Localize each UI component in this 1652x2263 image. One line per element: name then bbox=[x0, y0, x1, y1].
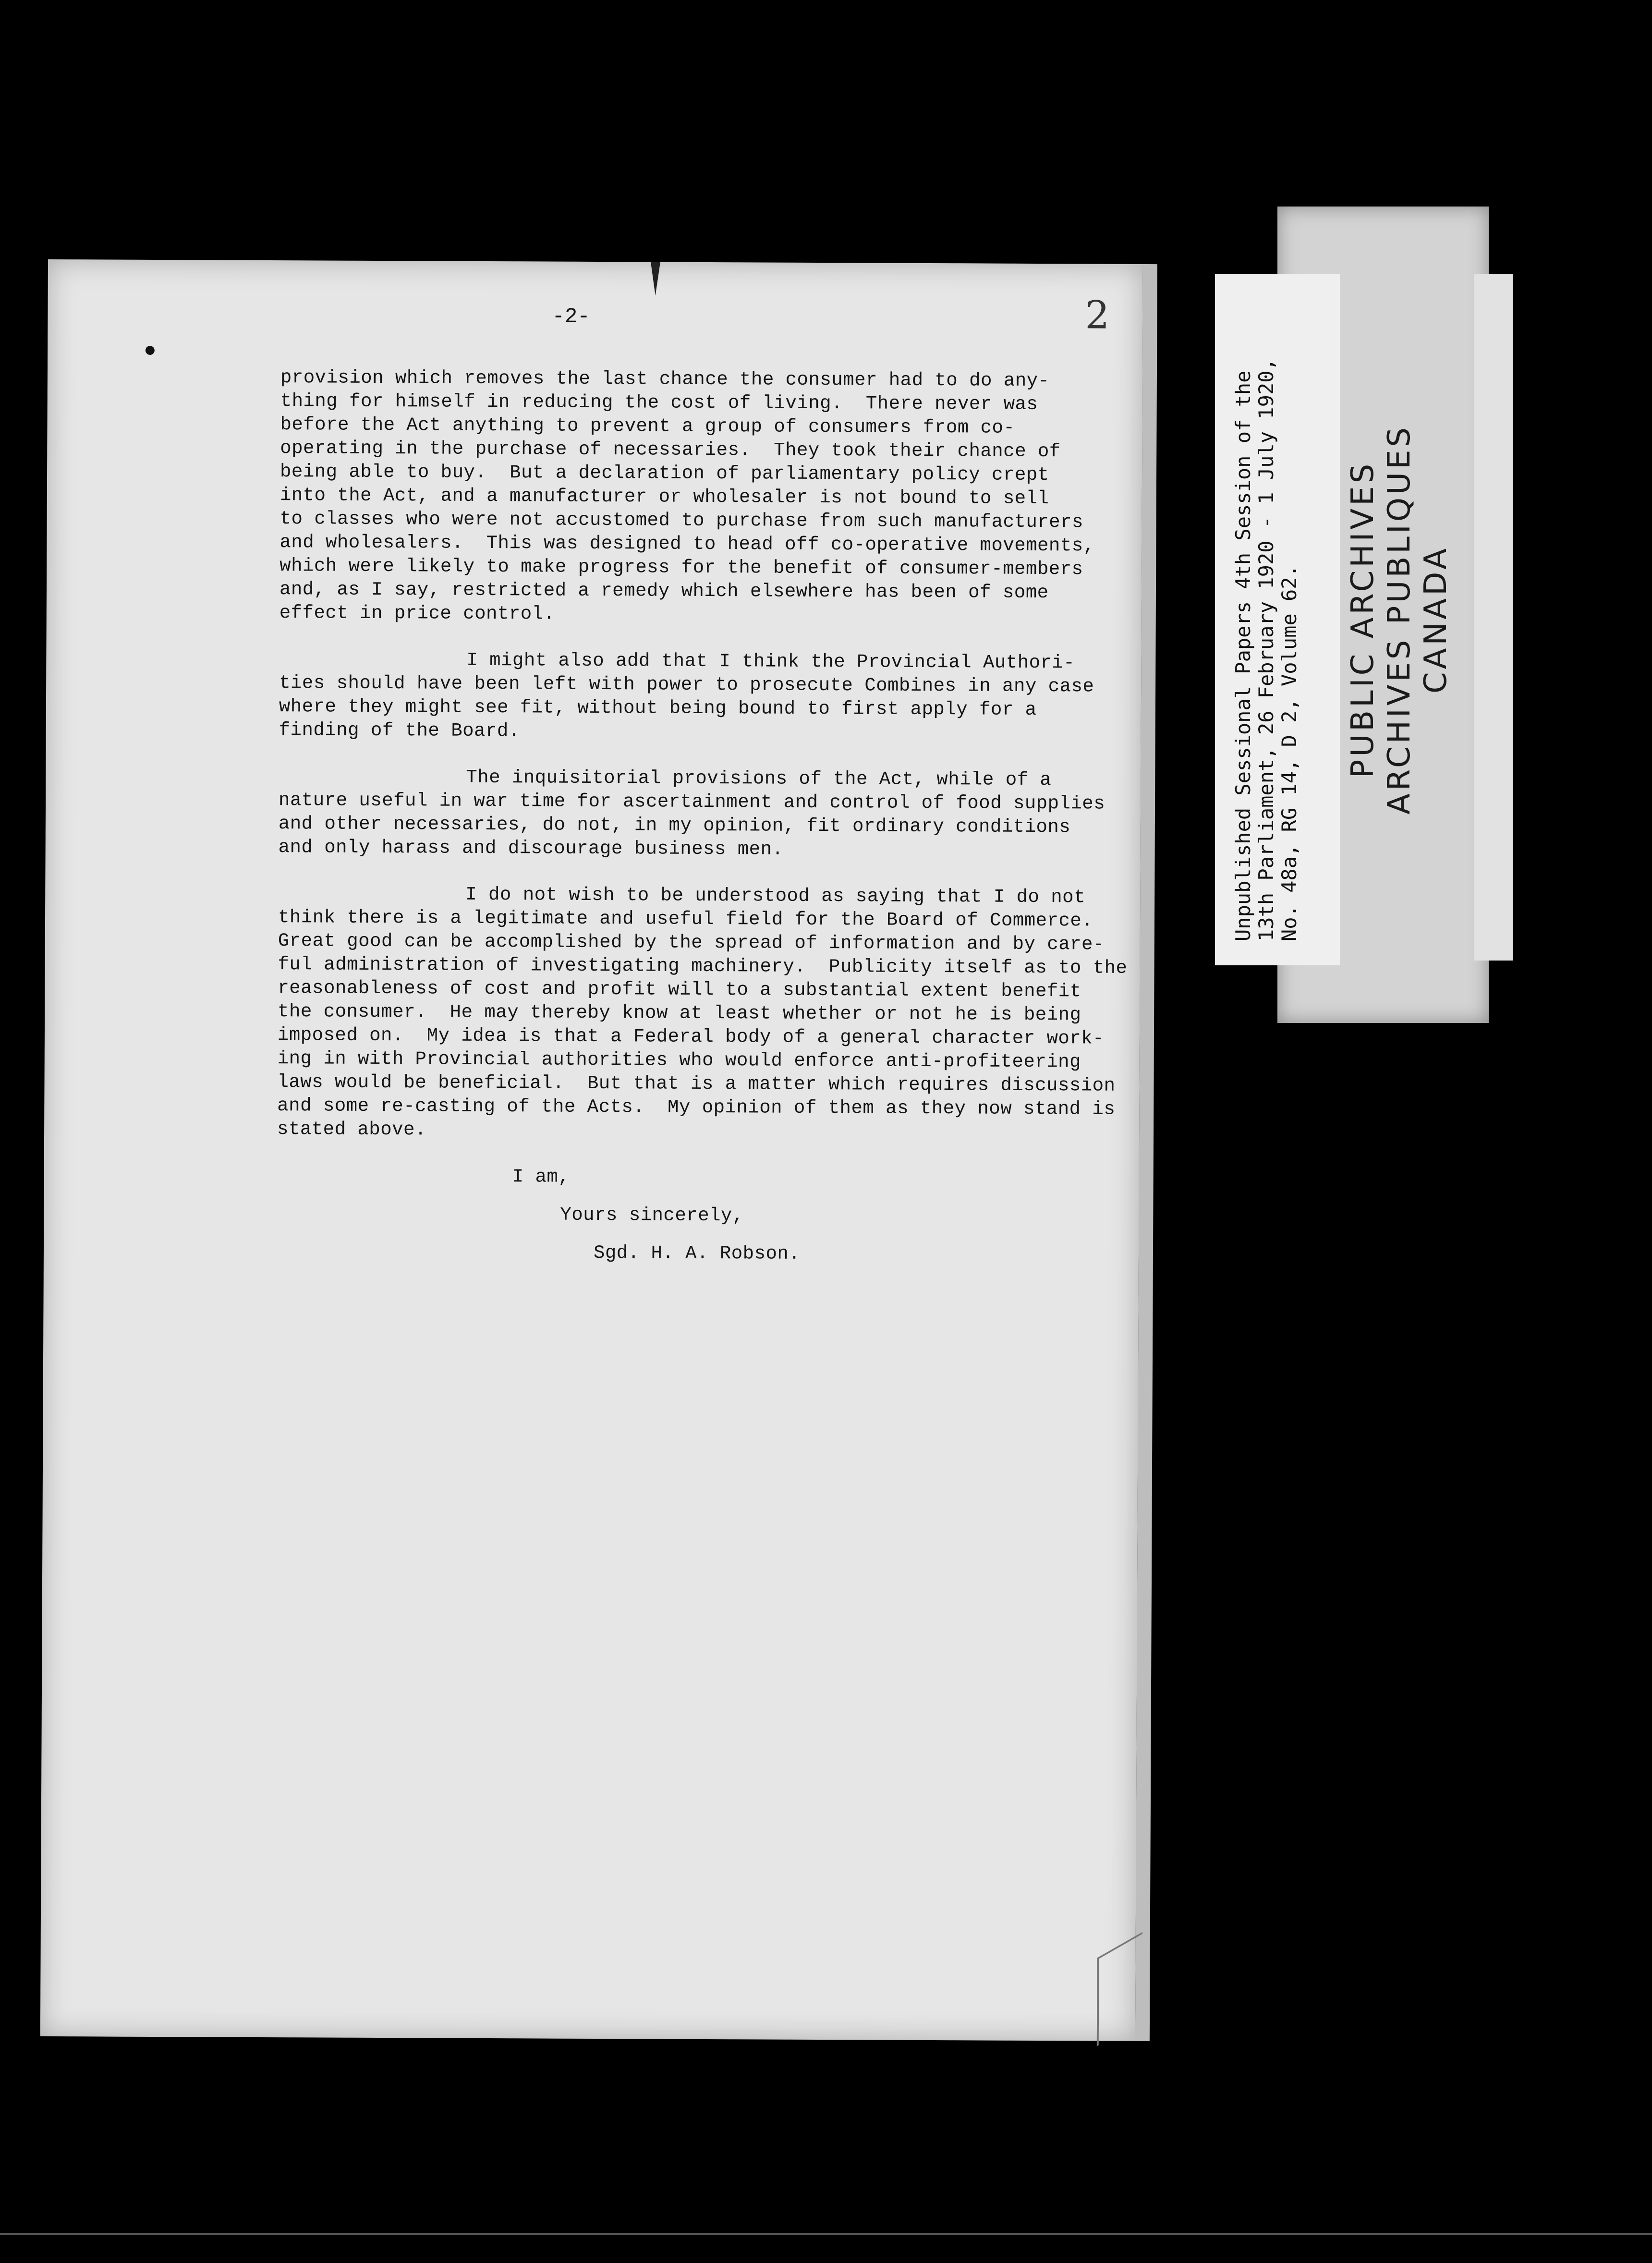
text-line: effect in price control. bbox=[279, 602, 555, 625]
text-line: ties should have been left with power to prosecute Combines in any case bbox=[279, 672, 1094, 697]
letter-closing bbox=[277, 1164, 1151, 1267]
text-line: imposed on. My idea is that a Federal body of a general character work- bbox=[277, 1024, 1105, 1049]
letter-paragraph bbox=[279, 765, 1153, 863]
text-line: and some re-casting of the Acts. My opinion of them as they now stand is bbox=[277, 1095, 1116, 1120]
archive-stamp-tab bbox=[1474, 274, 1513, 961]
text-line: and wholesalers. This was designed to head off co-operative movements, bbox=[279, 532, 1095, 557]
sheet-notch-mark bbox=[651, 262, 660, 295]
text-line: operating in the purchase of necessaries. They took their chance of bbox=[280, 438, 1061, 462]
letter-paragraph bbox=[279, 366, 1154, 629]
text-line: to classes who were not accustomed to purchase from such manufacturers bbox=[279, 508, 1084, 533]
closing-salutation: I am, bbox=[512, 1166, 570, 1188]
text-line: laws would be beneficial. But that is a matter which requires discussion bbox=[277, 1071, 1116, 1096]
text-line: which were likely to make progress for the benefit of consumer-members bbox=[279, 555, 1083, 580]
archive-label-line: 13th Parliament, 26 February 1920 - 1 July 1920, bbox=[1254, 358, 1278, 941]
text-line: think there is a legitimate and useful field for the Board of Commerce. bbox=[278, 907, 1093, 932]
page-marker: -2- bbox=[552, 304, 590, 329]
text-line: being able to buy. But a declaration of parliamentary policy crept bbox=[279, 461, 1049, 486]
text-line: stated above. bbox=[277, 1119, 426, 1141]
text-line: provision which removes the last chance the consumer had to do any- bbox=[280, 367, 1050, 392]
archives-stamp-line: PUBLIC ARCHIVES bbox=[1345, 461, 1381, 779]
text-line: ful administration of investigating machinery. Publicity itself as to the bbox=[278, 954, 1128, 979]
text-line: The inquisitorial provisions of the Act, while of a bbox=[466, 766, 1052, 791]
signature-line: Sgd. H. A. Robson. bbox=[593, 1242, 801, 1265]
punch-hole-icon: ● bbox=[144, 339, 157, 363]
letter-paragraph bbox=[279, 648, 1154, 746]
closing-valediction: Yours sincerely, bbox=[560, 1204, 744, 1227]
film-edge bbox=[0, 2233, 1652, 2235]
letter-paragraph bbox=[277, 882, 1152, 1145]
text-line: reasonableness of cost and profit will to a substantial extent benefit bbox=[278, 977, 1081, 1002]
public-archives-stamp bbox=[1345, 331, 1460, 908]
letter-body bbox=[277, 366, 1154, 1282]
text-line: and other necessaries, do not, in my opinion, fit ordinary conditions bbox=[278, 813, 1071, 838]
text-line: the consumer. He may thereby know at least whether or not he is being bbox=[278, 1001, 1081, 1026]
text-line: where they might see fit, without being bound to first apply for a bbox=[279, 696, 1037, 720]
text-line: I might also add that I think the Provincial Authori- bbox=[466, 649, 1075, 674]
archives-stamp-line: ARCHIVES PUBLIQUES bbox=[1382, 424, 1417, 815]
archive-label-line: Unpublished Sessional Papers 4th Session of the bbox=[1231, 370, 1255, 941]
text-line: finding of the Board. bbox=[279, 719, 520, 742]
text-line: thing for himself in reducing the cost of living. There never was bbox=[280, 390, 1038, 415]
text-line: into the Act, and a manufacturer or wholesaler is not bound to sell bbox=[279, 485, 1049, 510]
text-line: ing in with Provincial authorities who would enforce anti-profiteering bbox=[277, 1048, 1081, 1073]
text-line: nature useful in war time for ascertainment and control of food supplies bbox=[278, 790, 1105, 815]
text-line: and only harass and discourage business men. bbox=[278, 837, 784, 860]
text-line: before the Act anything to prevent a group of consumers from co- bbox=[280, 414, 1015, 438]
archive-label-text bbox=[1217, 259, 1342, 951]
text-line: I do not wish to be understood as saying that I do not bbox=[465, 884, 1086, 908]
archives-stamp-line: CANADA bbox=[1418, 545, 1454, 694]
text-line: and, as I say, restricted a remedy which elsewhere has been of some bbox=[279, 579, 1049, 604]
text-line: Great good can be accomplished by the spread of information and by care- bbox=[278, 930, 1105, 955]
letter-page bbox=[40, 259, 1143, 2041]
page-number: 2 bbox=[1085, 292, 1110, 338]
archive-label-line: No. 48a, RG 14, D 2, Volume 62. bbox=[1277, 565, 1301, 941]
